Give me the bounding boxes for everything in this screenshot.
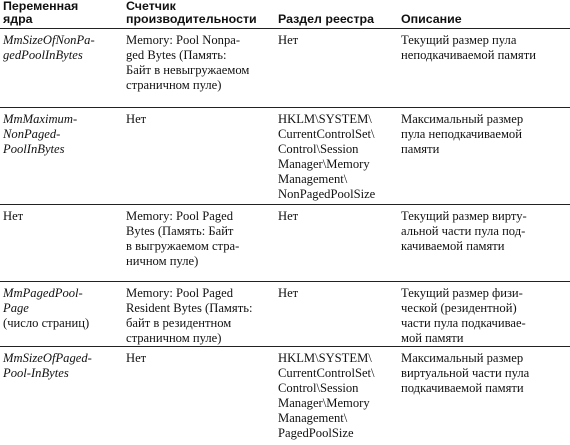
header-text <box>3 0 78 26</box>
cell-kernel-variable <box>0 347 116 445</box>
text-line: Manager\Memory <box>278 157 370 171</box>
cell-description <box>396 282 570 347</box>
text-line: неподкачиваемой памяти <box>401 48 536 62</box>
text-line: части пула подкачивае- <box>401 316 526 330</box>
text-line: HKLM\SYSTEM\ <box>278 351 372 365</box>
header-text <box>278 13 374 26</box>
text-line: в выгружаемом стра- <box>126 239 240 253</box>
text-line: Нет <box>3 209 24 223</box>
text-line: Максимальный размер <box>401 351 524 365</box>
text-line: Максимальный размер <box>401 112 524 126</box>
text-line: пула неподкачиваемой <box>401 127 522 141</box>
text-line: Нет <box>278 33 299 47</box>
text-line: NonPagedPoolSize <box>278 187 376 201</box>
text-line: NonPaged- <box>3 127 61 141</box>
text-line: CurrentControlSet\ <box>278 127 375 141</box>
text-line: MmMaximum- <box>3 112 78 126</box>
text-line: памяти <box>401 142 440 156</box>
text-line: Текущий размер физи- <box>401 286 523 300</box>
cell-performance-counter <box>116 108 271 205</box>
cell-description <box>396 205 570 282</box>
text-line: страничном пуле) <box>126 331 222 345</box>
text-line: Memory: Pool Nonpa- <box>126 33 241 47</box>
text-line: ядра <box>3 12 33 26</box>
text-line: Management\ <box>278 172 348 186</box>
text-line: Memory: Pool Paged <box>126 286 234 300</box>
text-line: Раздел реестра <box>278 12 374 26</box>
header-text <box>401 13 462 26</box>
text-line: подкачиваемой памяти <box>401 381 524 395</box>
cell-performance-counter <box>116 205 271 282</box>
text-line: ничном пуле) <box>126 254 199 268</box>
cell-performance-counter <box>116 347 271 445</box>
text-line: PoolInBytes <box>3 142 65 156</box>
text-line: Байт в невыгружаемом <box>126 63 250 77</box>
text-line: CurrentControlSet\ <box>278 366 375 380</box>
cell-kernel-variable <box>0 29 116 108</box>
cell-registry-key <box>271 29 396 108</box>
cell-registry-key <box>271 205 396 282</box>
header-text <box>126 0 257 26</box>
text-line: MmPagedPool- <box>3 286 83 300</box>
text-line: gedPoolInBytes <box>3 48 83 62</box>
text-line: MmSizeOfNonPa- <box>3 33 95 47</box>
header-performance-counter <box>116 0 271 29</box>
text-line: Control\Session <box>278 142 359 156</box>
cell-registry-key <box>271 108 396 205</box>
text-line: Нет <box>278 209 299 223</box>
cell-description <box>396 108 570 205</box>
text-line: Описание <box>401 12 462 26</box>
header-kernel-variable <box>0 0 116 29</box>
text-line: (число страниц) <box>3 316 90 330</box>
header-description <box>396 0 570 29</box>
cell-kernel-variable <box>0 282 116 347</box>
text-line: Pool-InBytes <box>3 366 69 380</box>
text-line: байт в резидентном <box>126 316 232 330</box>
text-line: Нет <box>278 286 299 300</box>
text-line: Management\ <box>278 411 348 425</box>
text-line: HKLM\SYSTEM\ <box>278 112 372 126</box>
text-line: мой памяти <box>401 331 464 345</box>
cell-registry-key <box>271 347 396 445</box>
text-line: ческой (резидентной) <box>401 301 517 315</box>
cell-kernel-variable <box>0 108 116 205</box>
text-line: альной части пула под- <box>401 224 526 238</box>
text-line: Page <box>3 301 29 315</box>
header-registry-key <box>271 0 396 29</box>
text-line: Текущий размер вирту- <box>401 209 527 223</box>
text-line: производительности <box>126 12 257 26</box>
cell-description <box>396 347 570 445</box>
cell-performance-counter <box>116 29 271 108</box>
cell-performance-counter <box>116 282 271 347</box>
cell-registry-key <box>271 282 396 347</box>
cell-description <box>396 29 570 108</box>
text-line: Нет <box>126 351 147 365</box>
text-line: Control\Session <box>278 381 359 395</box>
text-line: качиваемой памяти <box>401 239 505 253</box>
text-line: Нет <box>126 112 147 126</box>
text-line: MmSizeOfPaged- <box>3 351 92 365</box>
text-line: ged Bytes (Память: <box>126 48 227 62</box>
text-line: страничном пуле) <box>126 78 222 92</box>
text-line: PagedPoolSize <box>278 426 354 440</box>
text-line: Текущий размер пула <box>401 33 517 47</box>
cell-kernel-variable <box>0 205 116 282</box>
text-line: виртуальной части пула <box>401 366 530 380</box>
text-line: Resident Bytes (Память: <box>126 301 253 315</box>
text-line: Bytes (Память: Байт <box>126 224 234 238</box>
text-line: Memory: Pool Paged <box>126 209 234 223</box>
text-line: Manager\Memory <box>278 396 370 410</box>
text-line: Счетчик <box>126 0 176 13</box>
text-line: Переменная <box>3 0 79 13</box>
